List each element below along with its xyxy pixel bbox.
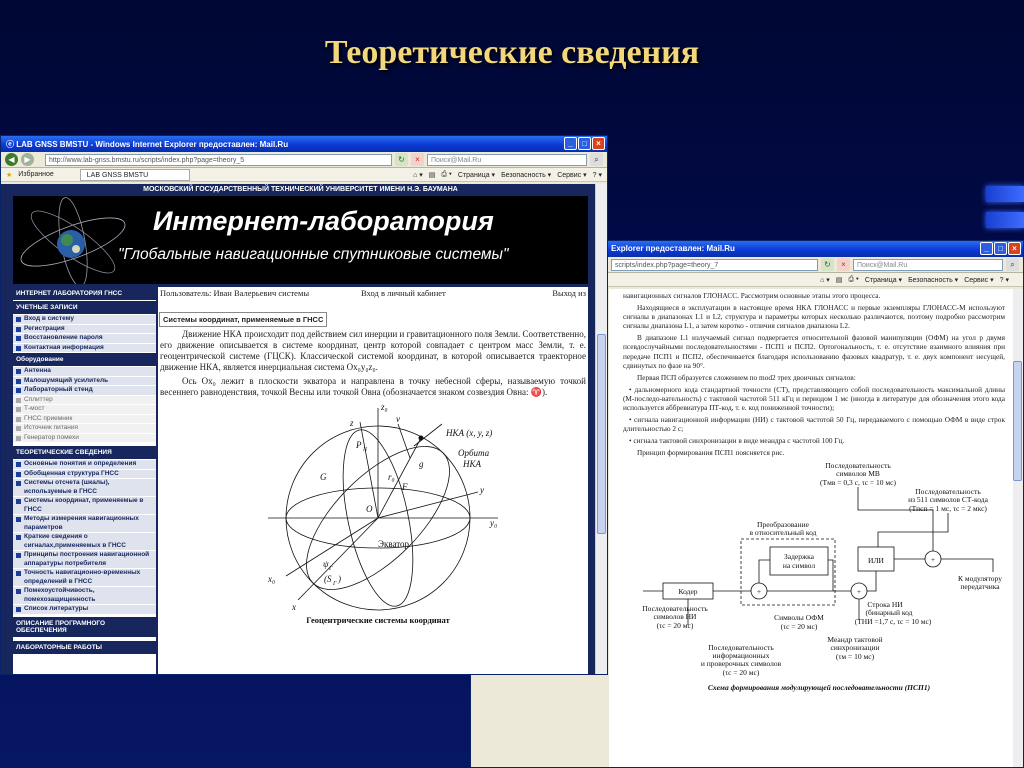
sidebar-subitem[interactable]: Генератор помехи [13,433,156,443]
conv-label: в относительный код [749,527,817,537]
axis-label: x [292,602,296,612]
window-title: Explorer предоставлен: Mail.Ru [611,244,735,253]
home-icon[interactable]: ⌂ ▾ [820,276,830,284]
inf-label: Последовательность [708,642,774,652]
str-label: (бинарный код [865,607,913,617]
adder-sign: + [856,586,862,596]
axis-label: v [396,414,400,424]
page-viewport [1,184,607,674]
url-input[interactable]: scripts/index.php?page=theory_7 [611,259,818,271]
coder-label: Кодер [678,586,698,596]
refresh-icon[interactable]: ↻ [395,153,408,166]
satellite-point [419,436,424,441]
geocentric-diagram [228,400,528,628]
window-title: LAB GNSS BMSTU - Windows Internet Explorer предоставлен: Mail.Ru [16,140,289,149]
tools-menu[interactable]: Сервис ▾ [964,276,994,284]
diagram-caption: Схема формирования модулирующей последовательности (ПСП1) [707,682,931,692]
axis-label: (S [324,574,332,584]
stop-icon[interactable]: × [411,153,424,166]
st-label: из 511 символов СТ-кода [908,494,988,504]
stop-icon[interactable]: × [837,258,850,271]
sidebar-item[interactable]: Системы координат, применяемые в ГНСС [13,496,156,514]
paragraph: • дальномерного кода стандартной точности (СТ), представляющего собой последовательность максимальной длины (М-последо-вательность) с тактовой частотой 511 кГц и периодом 1 мс (иногда в литературе для обозначения этого кода используется аббревиатура ПТ-код, т. е. код пониженной точности); [623,384,1005,413]
site-banner [13,184,588,284]
ni-label: (τс = 20 мс) [656,620,694,630]
axis-label: r₀ [388,472,395,482]
str-label: Строка НИ [867,599,903,609]
sidebar [13,287,156,674]
adder-sign: + [756,586,762,596]
st-label: (Tпсп = 1 мс, τс = 2 мкс) [909,503,987,513]
sidebar-item[interactable]: Методы измерения навигационных параметров [13,514,156,532]
section-title: Системы координат, применяемые в ГНСС [159,312,327,327]
ofm-label: (τс = 20 мс) [780,621,818,631]
or-label: ИЛИ [868,555,884,565]
axis-label: z₀ [381,402,388,412]
axis-label: z [350,418,354,428]
close-button[interactable]: × [592,137,605,150]
axis-x [298,518,378,600]
inf-label: и проверочных символов [700,658,782,668]
nka-label: НКА (x, y, z) [446,428,493,438]
mv-label: Последовательность [825,460,891,470]
sidebar-item[interactable]: Лабораторный стенд [13,385,156,395]
ni-label: Последовательность [642,603,708,613]
user-name: Пользователь: Иван Валерьевич системы [160,288,310,298]
sidebar-subitem[interactable]: Сплиттер [13,395,156,405]
security-menu[interactable]: Безопасность ▾ [908,276,959,284]
sidebar-heading: УЧЕТНЫЕ ЗАПИСИ [13,300,156,314]
paragraph: • сигнала тактовой синхронизации в виде меандра с частотой 100 Гц. [629,436,845,446]
print-icon[interactable]: ⎙ ▾ [848,275,859,283]
axis-label: g [419,459,424,469]
sidebar-item[interactable]: Список литературы [13,604,156,614]
close-button[interactable]: × [1008,242,1021,255]
origin-label: O [366,504,373,514]
sidebar-item[interactable]: Малошумящий усилитель [13,376,156,386]
axis-label: N [363,447,368,453]
sidebar-heading[interactable]: ИНТЕРНЕТ ЛАБОРАТОРИЯ ГНСС [13,287,156,300]
lab-subtitle: "Глобальные навигационные спутниковые системы" [118,246,509,263]
meander-label: Меандр тактовой [827,634,883,644]
delay-label: Задержка [783,551,815,561]
orbit-label: НКА [463,459,481,469]
ni-label: символов НИ [653,611,697,621]
inf-label: информационных [712,650,770,660]
paragraph: В диапазоне L1 излучаемый сигнал подвергается относительной фазовой манипуляции (ОФМ) на угол p двумя псевдослучайными последовательностями - ПСП1 и ПСП2. Ортогональность, т. е. отсутствие взаимного влияния при передаче ПСП1 и ПСП2, обеспечивается благодаря использованию фазовых квадратур, т. е. двух компонент несущей, сдвинутых по фазе на 90°. [623,333,1005,371]
url-input[interactable]: http://www.lab-gnss.bmstu.ru/scripts/index.php?page=theory_5 [45,154,392,166]
help-icon[interactable]: ? ▾ [592,171,602,179]
home-icon[interactable]: ⌂ ▾ [413,171,423,179]
axis-label: G [320,472,327,482]
sidebar-item[interactable]: Помехоустойчивость, помехозащищенность [13,586,156,604]
axis-label: Г [333,581,337,587]
axis-label: x₀ [268,574,276,584]
minimize-button[interactable]: _ [564,137,577,150]
paragraph: Движение НКА происходит под действием сил инерции и гравитационного поля Земли. Соответственно, его движение описывается в системе координат, центр которой совпадает с центром масс Земли, т. е. геоцентрической системе (ГЦСК). Классической системой координат, в которой описывается траекторное движение НКА, является инерциальная система Ox₀y₀z₀. [160,329,586,372]
str-label: (TНИ =1,7 с, τс = 10 мс) [854,616,932,626]
paragraph: Принцип формирования ПСП1 поясняется рис. [637,447,785,457]
back-icon[interactable]: ◀ [5,153,18,166]
help-icon[interactable]: ? ▾ [999,276,1009,284]
ofm-label: Символы ОФМ [774,612,824,622]
sidebar-heading[interactable]: ЛАБОРАТОРНЫЕ РАБОТЫ [13,640,156,654]
feed-icon[interactable]: ▤ [428,171,436,179]
axis-y [378,492,478,518]
axis-label: y [480,485,484,495]
mv-label: (Tмв = 0,3 с, τс = 10 мс) [820,477,896,487]
earth-orbits-image [13,194,133,284]
tools-menu[interactable]: Сервис ▾ [557,171,587,179]
command-bar [1,168,607,182]
sidebar-item[interactable]: Краткие сведения о сигналах,применяемых в ГНСС [13,532,156,550]
axis-label: ) [338,574,341,584]
ie-icon: ⓔ [6,140,17,149]
tab-lab-gnss[interactable]: LAB GNSS BMSTU [80,169,190,181]
conv-block [741,539,835,605]
delay-label: на символ [782,560,816,570]
minimize-button[interactable]: _ [980,242,993,255]
cabinet-link[interactable]: Вход в личный кабинет [361,288,446,298]
axis-label: ψ [323,559,329,569]
maximize-button[interactable]: □ [578,137,591,150]
forward-icon[interactable]: ▶ [21,153,34,166]
sidebar-item[interactable]: Принципы построения навигационной аппаратуры потребителя [13,550,156,568]
logout-link[interactable]: Выход из [552,288,586,298]
mod-label: К модулятору [958,573,1002,583]
sidebar-item[interactable]: Основные понятия и определения [13,459,156,469]
security-menu[interactable]: Безопасность ▾ [501,171,552,179]
sidebar-item[interactable]: Антенна [13,366,156,376]
axis-label: P [356,440,362,450]
search-icon[interactable]: ⌕ [590,153,603,166]
page-menu[interactable]: Страница ▾ [457,171,496,179]
axis-label: F [402,482,408,492]
meander-label: синхронизации [830,642,880,652]
slide-title: Теоретические сведения [324,34,700,71]
sidebar-subitem[interactable]: ГНСС приемник [13,414,156,424]
sidebar-item[interactable]: Вход в систему [13,314,156,324]
sidebar-heading[interactable]: ОПИСАНИЕ ПРОГРАМНОГО ОБЕСПЕЧЕНИЯ [13,616,156,637]
paragraph: • сигнала навигационной информации (НИ) с тактовой частотой 50 Гц, передаваемого с помощью ОФМ в виде строк длительностью 2 с; [623,415,1005,434]
address-bar [1,152,607,168]
university-strip: МОСКОВСКИЙ ГОСУДАРСТВЕННЫЙ ТЕХНИЧЕСКИЙ УНИВЕРСИТЕТ ИМЕНИ Н.Э. БАУМАНА [13,184,588,196]
favorites-star-icon[interactable]: ★ [6,171,13,179]
mod-label: передатчика [960,581,1000,591]
sidebar-item[interactable]: Контактная информация [13,343,156,353]
paragraph: Находящиеся в эксплуатации в настоящее время НКА ГЛОНАСС и первые экземпляры ГЛОНАСС-М используют сигналы в диапазонах L1 и L2, структура и параметры которых несколько различаются, поэтому подробно рассмотрим сигналы диапазона L1, а затем коротко - отличия сигналов диапазона L2. [623,302,1005,331]
sidebar-heading: ТЕОРЕТИЧЕСКИЕ СВЕДЕНИЯ [13,445,156,459]
lab-title: Интернет-лаборатория [153,206,494,236]
mv-label: символов МВ [836,468,880,478]
sidebar-subitem[interactable]: Т-мост [13,404,156,414]
paragraph: навигационных сигналов ГЛОНАСС. Рассмотрим основные этапы этого процесса. [623,291,881,300]
axis-label: Г [329,566,333,572]
user-bar [158,287,588,311]
sidebar-item[interactable]: Системы отсчета (шкалы), используемые в ГНСС [13,478,156,496]
sidebar-item[interactable]: Восстановление пароля [13,333,156,343]
search-icon[interactable]: ⌕ [1006,258,1019,271]
decor-bar [986,186,1024,202]
content [158,287,588,674]
sidebar-item[interactable]: Обобщенная структура ГНСС [13,469,156,479]
vector-v [398,424,410,458]
paragraph: Ось Ox₀ лежит в плоскости экватора и направлена в точку небесной сферы, называемую точкой весеннего равноденствия, точкой Весны или точкой Овна (обозначается знаком созвездия Овна: ♈). [160,376,586,397]
figure-caption: Геоцентрические системы координат [306,615,450,625]
search-input[interactable]: Поиск@Mail.Ru [427,154,587,166]
browser-window-1 [0,135,608,675]
inf-label: (τс = 20 мс) [722,667,760,677]
axis-label: y₀ [490,518,498,528]
maximize-button[interactable]: □ [994,242,1007,255]
favorites-button[interactable]: Избранное [18,171,54,178]
decor-bar [986,212,1024,228]
refresh-icon[interactable]: ↻ [821,258,834,271]
page-menu[interactable]: Страница ▾ [864,276,903,284]
psp1-diagram [623,460,1015,710]
orbit-label: Орбита [458,448,490,458]
sidebar-item[interactable]: Точность навигационно-временных определений в ГНСС [13,568,156,586]
adder-sign: + [930,554,936,564]
sidebar-heading: Оборудование [13,352,156,366]
sidebar-item[interactable]: Регистрация [13,324,156,334]
sidebar-subitem[interactable]: Источник питания [13,423,156,433]
st-label: Последовательность [915,486,981,496]
conv-label: Преобразование [757,519,809,529]
meander-label: (τм = 10 мс) [835,651,875,661]
print-icon[interactable]: ⎙ ▾ [441,170,452,178]
search-input[interactable]: Поиск@Mail.Ru [853,259,1003,271]
window-titlebar [1,136,607,152]
feed-icon[interactable]: ▤ [835,276,843,284]
page-content [609,289,1013,767]
equator-label: Экватор [378,539,410,549]
scrollbar[interactable] [595,184,607,674]
paragraph: Первая ПСП образуется сложением по mod2 трех двоичных сигналов: [637,372,856,382]
